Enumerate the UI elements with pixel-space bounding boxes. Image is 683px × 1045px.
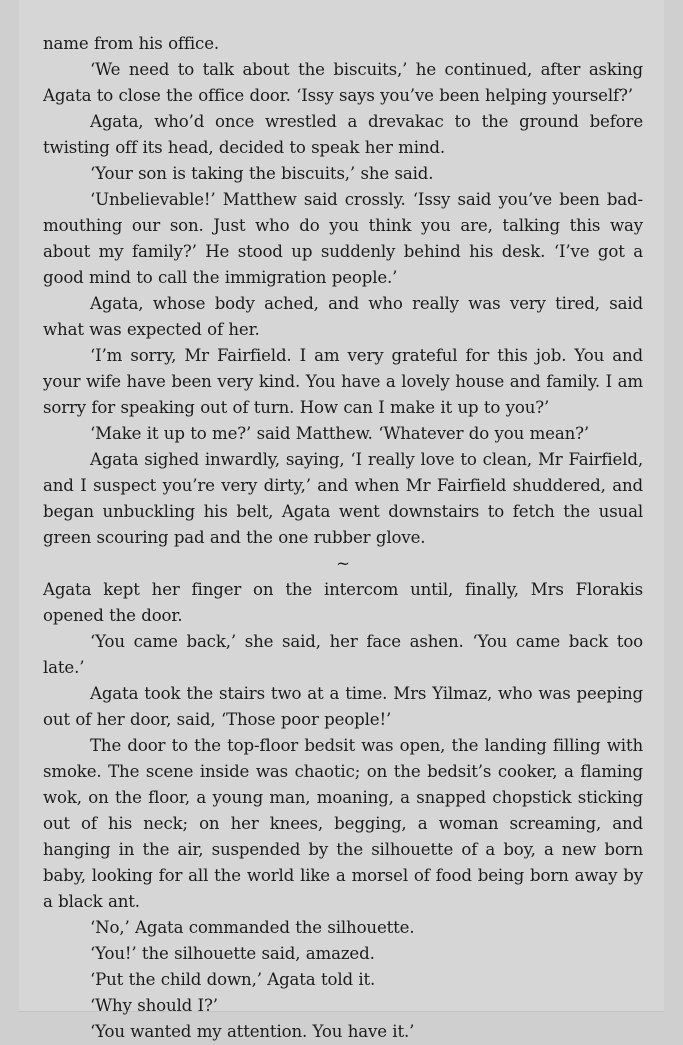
paragraph: The door to the top-floor bedsit was open, the landing filling with smoke. The scene inside was chaotic; on the bedsit’s cooker, a flaming wok, on the floor, a young man, moaning, a snapped chopstick sticking out of his neck; on her knees, begging, a woman screaming, and hanging in the air, suspended by the silhouette of a boy, a new born baby, looking for all the world like a morsel of food being born away by a black ant. xyxy=(43,736,643,911)
scene-break: ~ xyxy=(336,554,350,573)
paragraph: ‘Make it up to me?’ said Matthew. ‘Whatever do you mean?’ xyxy=(90,424,589,443)
paragraph: Agata sighed inwardly, saying, ‘I really love to clean, Mr Fairfield, and I suspect you’re very dirty,’ and when Mr Fairfield shuddered, and began unbuckling his belt, Agata went downstairs to fetch the usual green scouring pad and the one rubber glove. xyxy=(43,450,643,547)
paragraph: ‘No,’ Agata commanded the silhouette. xyxy=(90,918,415,937)
paragraph: ‘I’m sorry, Mr Fairfield. I am very grateful for this job. You and your wife have been very kind. You have a lovely house and family. I am sorry for speaking out of turn. How can I make it up to you?’ xyxy=(43,346,643,417)
paragraph: Agata kept her finger on the intercom until, finally, Mrs Florakis opened the door. xyxy=(43,580,643,625)
paragraph: ‘You wanted my attention. You have it.’ xyxy=(90,1022,415,1041)
paragraph: ‘You came back,’ she said, her face ashen. ‘You came back too late.’ xyxy=(43,632,643,677)
book-page-text xyxy=(43,31,643,1045)
paragraph: name from his office. xyxy=(43,34,219,53)
paragraph: ‘Put the child down,’ Agata told it. xyxy=(90,970,376,989)
paragraph: Agata, whose body ached, and who really was very tired, said what was expected of her. xyxy=(43,294,643,339)
paragraph: ‘Unbelievable!’ Matthew said crossly. ‘Issy said you’ve been bad-mouthing our son. Just who do you think you are, talking this way about my family?’ He stood up suddenly behind his desk. ‘I’ve got a good mind to call the immigration people.’ xyxy=(43,190,643,287)
paragraph: Agata took the stairs two at a time. Mrs Yilmaz, who was peeping out of her door, said, ‘Those poor people!’ xyxy=(43,684,643,729)
paragraph: ‘We need to talk about the biscuits,’ he continued, after asking Agata to close the office door. ‘Issy says you’ve been helping yourself?’ xyxy=(43,60,643,105)
paragraph: ‘Why should I?’ xyxy=(90,996,218,1015)
paragraph: ‘You!’ the silhouette said, amazed. xyxy=(90,944,375,963)
paragraph: ‘Your son is taking the biscuits,’ she said. xyxy=(90,164,434,183)
paragraph: Agata, who’d once wrestled a drevakac to the ground before twisting off its head, decided to speak her mind. xyxy=(43,112,643,157)
